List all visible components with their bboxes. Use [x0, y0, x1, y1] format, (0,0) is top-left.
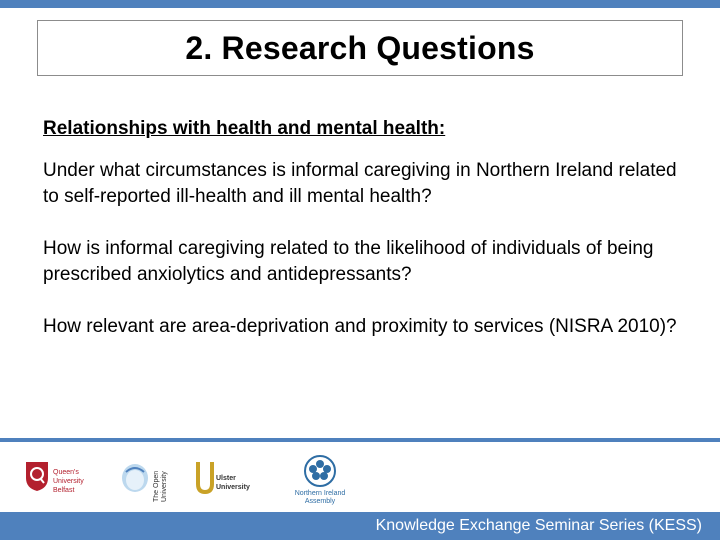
question-paragraph-2: How is informal caregiving related to the likelihood of individuals of being prescribed anxiolytics and antidepressants? [43, 238, 654, 285]
open-university-logo [120, 462, 170, 502]
slide-title: 2. Research Questions [185, 29, 535, 66]
ni-assembly-name-1: Northern Ireland [294, 490, 346, 497]
question-paragraph-3: How relevant are area-deprivation and proximity to services (NISRA 2010)? [43, 316, 677, 337]
open-university-name-1: The Open [153, 470, 160, 502]
ni-assembly-logo [288, 454, 352, 510]
open-university-icon [120, 462, 150, 494]
ni-assembly-name-2: Assembly [304, 498, 336, 505]
ulster-icon [196, 460, 214, 494]
qub-crest-icon [24, 460, 50, 492]
top-accent-bar [0, 0, 720, 8]
footer-bar [0, 512, 720, 540]
question-paragraph-1: Under what circumstances is informal caregiving in Northern Ireland related to self-reported ill-health and ill mental health? [43, 160, 677, 207]
seminar-series-title: Knowledge Exchange Seminar Series (KESS) [375, 517, 702, 534]
ulster-name-2: University [216, 484, 250, 491]
ulster-name-1: Ulster [216, 475, 236, 482]
slide-content [43, 118, 683, 366]
flax-flower-icon [300, 454, 340, 488]
qub-name: Queen's University [53, 469, 84, 485]
title-box [37, 20, 683, 76]
section-heading: Relationships with health and mental health: [43, 118, 446, 139]
logo-strip [0, 442, 720, 512]
qub-place: Belfast [53, 487, 75, 494]
qub-logo [24, 460, 104, 494]
open-university-name-2: University [161, 471, 168, 502]
ulster-university-logo [196, 460, 266, 500]
